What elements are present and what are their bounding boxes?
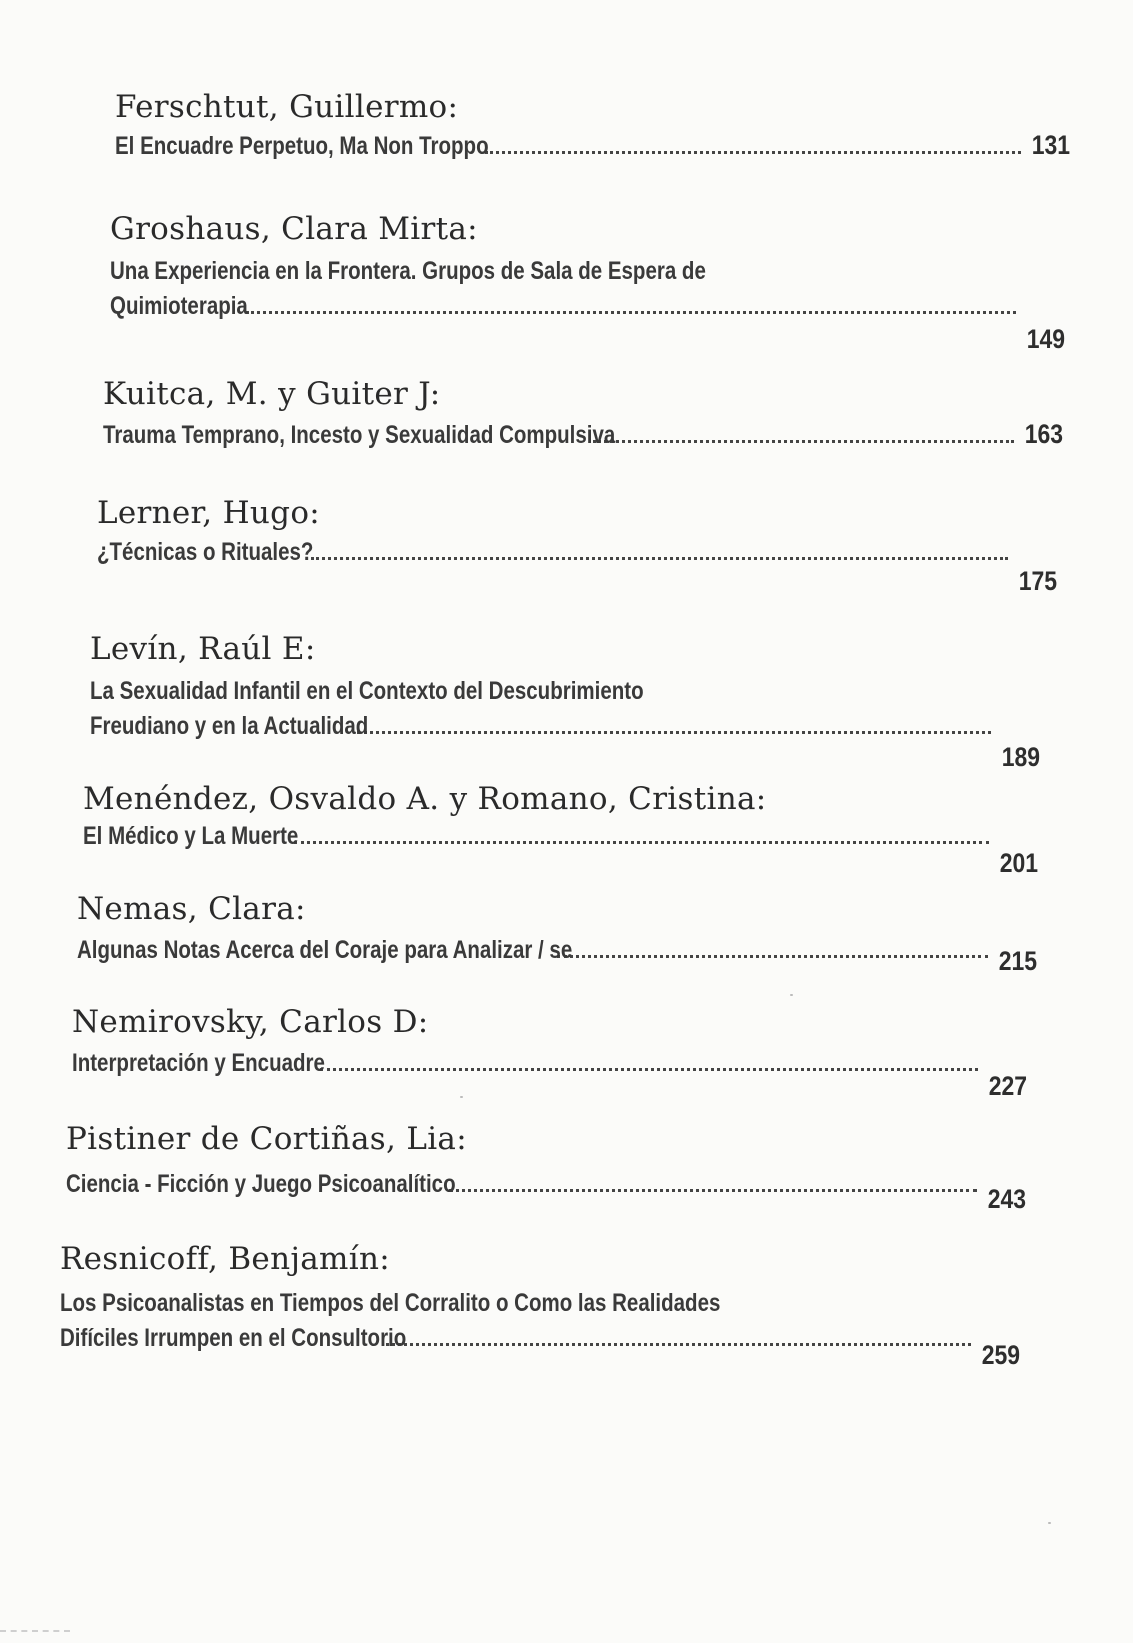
toc-page-number: 243 [987, 1184, 1026, 1214]
toc-page-number: 131 [1031, 130, 1070, 160]
toc-author: Menéndez, Osvaldo A. y Romano, Cristina: [83, 781, 767, 817]
dot-leader [557, 955, 988, 958]
toc-title: Interpretación y Encuadre [72, 1049, 325, 1077]
toc-entry [103, 375, 1063, 452]
toc-title: Una Experiencia en la Frontera. Grupos de Sala de Espera de [110, 257, 706, 285]
toc-author: Nemirovsky, Carlos D: [72, 1004, 429, 1040]
dot-leader [449, 1189, 977, 1192]
toc-author: Kuitca, M. y Guiter J: [103, 376, 441, 412]
toc-author: Pistiner de Cortiñas, Lia: [66, 1121, 467, 1157]
toc-page-number: 149 [1026, 324, 1065, 354]
paper-speck [790, 994, 793, 996]
toc-entry [83, 780, 1038, 878]
toc-title-row [60, 1320, 1020, 1370]
toc-entry [90, 630, 1040, 772]
page-edge-mark [0, 1630, 70, 1632]
toc-title-row [90, 708, 1040, 772]
toc-page-number: 175 [1018, 566, 1057, 596]
toc-title-row [97, 534, 1057, 596]
toc-title-row [110, 288, 1065, 354]
paper-speck [1048, 1522, 1051, 1524]
toc-page-number: 189 [1001, 742, 1040, 772]
toc-title: Trauma Temprano, Incesto y Sexualidad Compulsiva [103, 421, 616, 449]
toc-page-number: 215 [998, 946, 1037, 976]
toc-page-number: 201 [999, 848, 1038, 878]
dot-leader [246, 311, 1016, 314]
toc-title-row [66, 1166, 1026, 1214]
toc-title: Difíciles Irrumpen en el Consultorio [60, 1324, 407, 1352]
toc-title: El Encuadre Perpetuo, Ma Non Troppo [115, 132, 489, 160]
dot-leader [386, 1343, 971, 1346]
toc-title: ¿Técnicas o Rituales? [97, 538, 314, 566]
toc-author: Levín, Raúl E: [90, 631, 316, 667]
dot-leader [320, 1068, 978, 1071]
toc-page-number: 163 [1024, 419, 1063, 449]
dot-leader [357, 731, 991, 734]
dot-leader [593, 440, 1014, 443]
toc-entry [72, 1003, 1027, 1101]
toc-title-row [103, 417, 1063, 452]
toc-author: Resnicoff, Benjamín: [60, 1241, 390, 1277]
toc-entry [77, 890, 1037, 976]
toc-entry [115, 88, 1070, 163]
dot-leader [485, 151, 1021, 154]
toc-author: Lerner, Hugo: [97, 495, 321, 531]
toc-author: Ferschtut, Guillermo: [115, 89, 459, 125]
dot-leader [311, 557, 1008, 560]
toc-title: El Médico y La Muerte [83, 822, 299, 850]
toc-title-row [83, 818, 1038, 878]
toc-entry [97, 494, 1057, 596]
toc-author: Nemas, Clara: [77, 891, 306, 927]
toc-title-row [72, 1045, 1027, 1101]
dot-leader [294, 841, 989, 844]
toc-title: Ciencia - Ficción y Juego Psicoanalítico [66, 1170, 456, 1198]
toc-title: Quimioterapia [110, 292, 248, 320]
toc-title: La Sexualidad Infantil en el Contexto del Descubrimiento [90, 677, 644, 705]
toc-title-row [77, 932, 1037, 976]
paper-speck [460, 1096, 463, 1098]
toc-title-row [115, 128, 1070, 163]
toc-page-number: 259 [981, 1340, 1020, 1370]
toc-title: Freudiano y en la Actualidad [90, 712, 369, 740]
toc-title: Los Psicoanalistas en Tiempos del Corralito o Como las Realidades [60, 1289, 721, 1317]
toc-entry [110, 210, 1065, 354]
toc-entry [60, 1240, 1020, 1370]
toc-page-number: 227 [988, 1071, 1027, 1101]
toc-title: Algunas Notas Acerca del Coraje para Analizar / se [77, 936, 573, 964]
toc-author: Groshaus, Clara Mirta: [110, 211, 478, 247]
toc-entry [66, 1120, 1026, 1214]
